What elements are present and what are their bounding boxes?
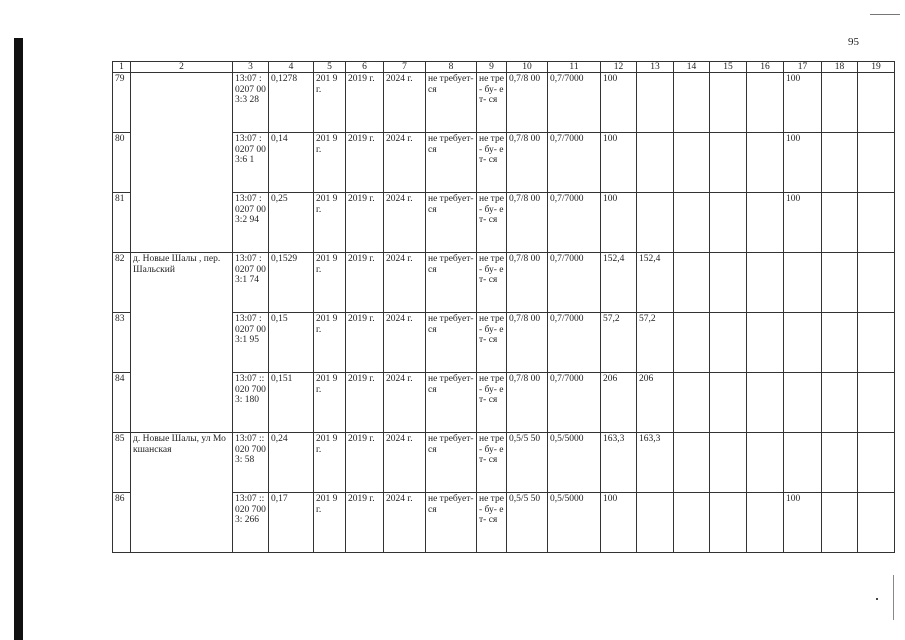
empty-col18 bbox=[822, 433, 858, 493]
empty-col16 bbox=[747, 73, 784, 133]
requirement-col8: не требует- ся bbox=[426, 373, 477, 433]
value-col10: 0,7/8 00 bbox=[507, 193, 548, 253]
value-col17 bbox=[784, 433, 822, 493]
value-col13: 163,3 bbox=[637, 433, 674, 493]
address-cell: д. Новые Шалы , пер. Шальский bbox=[131, 253, 233, 433]
requirement-col8: не требует- ся bbox=[426, 133, 477, 193]
scan-mark-right bbox=[893, 575, 894, 620]
cadastral-number: 13:07 :0207 003:3 28 bbox=[233, 73, 269, 133]
area: 0,1278 bbox=[269, 73, 314, 133]
value-col10: 0,7/8 00 bbox=[507, 73, 548, 133]
scan-mark-top bbox=[870, 14, 900, 15]
value-col10: 0,5/5 50 bbox=[507, 433, 548, 493]
year-col5: 201 9 г. bbox=[314, 493, 346, 553]
value-col12: 152,4 bbox=[601, 253, 637, 313]
requirement-col9: не тре- бу- ет- ся bbox=[477, 253, 507, 313]
empty-col19 bbox=[858, 133, 895, 193]
table-row bbox=[113, 73, 895, 133]
empty-col14 bbox=[674, 373, 710, 433]
requirement-col9: не тре- бу- ет- ся bbox=[477, 133, 507, 193]
value-col11: 0,7/7000 bbox=[548, 253, 601, 313]
year-col7: 2024 г. bbox=[384, 433, 426, 493]
requirement-col9: не тре- бу- ет- ся bbox=[477, 493, 507, 553]
empty-col16 bbox=[747, 193, 784, 253]
cadastral-number: 13:07 ::020 7003: 180 bbox=[233, 373, 269, 433]
empty-col14 bbox=[674, 133, 710, 193]
value-col11: 0,5/5000 bbox=[548, 493, 601, 553]
value-col13: 206 bbox=[637, 373, 674, 433]
year-col6: 2019 г. bbox=[346, 73, 384, 133]
requirement-col9: не тре- бу- ет- ся bbox=[477, 433, 507, 493]
value-col17: 100 bbox=[784, 493, 822, 553]
col-header: 17 bbox=[784, 62, 822, 73]
empty-col18 bbox=[822, 73, 858, 133]
row-number: 83 bbox=[113, 313, 131, 373]
year-col5: 201 9 г. bbox=[314, 73, 346, 133]
scan-dot bbox=[876, 598, 878, 600]
empty-col16 bbox=[747, 373, 784, 433]
year-col6: 2019 г. bbox=[346, 313, 384, 373]
value-col10: 0,5/5 50 bbox=[507, 493, 548, 553]
value-col13 bbox=[637, 193, 674, 253]
value-col12: 100 bbox=[601, 73, 637, 133]
empty-col15 bbox=[710, 433, 747, 493]
cadastral-number: 13:07 ::020 7003: 266 bbox=[233, 493, 269, 553]
value-col17 bbox=[784, 373, 822, 433]
address-cell bbox=[131, 73, 233, 253]
value-col12: 100 bbox=[601, 193, 637, 253]
value-col12: 100 bbox=[601, 493, 637, 553]
col-header: 13 bbox=[637, 62, 674, 73]
value-col11: 0,7/7000 bbox=[548, 313, 601, 373]
area: 0,17 bbox=[269, 493, 314, 553]
col-header: 2 bbox=[131, 62, 233, 73]
value-col13: 57,2 bbox=[637, 313, 674, 373]
col-header: 8 bbox=[426, 62, 477, 73]
col-header: 19 bbox=[858, 62, 895, 73]
col-header: 7 bbox=[384, 62, 426, 73]
empty-col16 bbox=[747, 253, 784, 313]
requirement-col8: не требует- ся bbox=[426, 73, 477, 133]
col-header: 14 bbox=[674, 62, 710, 73]
value-col11: 0,7/7000 bbox=[548, 133, 601, 193]
empty-col19 bbox=[858, 193, 895, 253]
empty-col18 bbox=[822, 313, 858, 373]
year-col6: 2019 г. bbox=[346, 193, 384, 253]
empty-col15 bbox=[710, 253, 747, 313]
scan-dark-edge bbox=[14, 38, 23, 640]
value-col13 bbox=[637, 493, 674, 553]
value-col11: 0,5/5000 bbox=[548, 433, 601, 493]
year-col7: 2024 г. bbox=[384, 253, 426, 313]
year-col6: 2019 г. bbox=[346, 493, 384, 553]
area: 0,15 bbox=[269, 313, 314, 373]
col-header: 9 bbox=[477, 62, 507, 73]
requirement-col9: не тре- бу- ет- ся bbox=[477, 373, 507, 433]
row-number: 85 bbox=[113, 433, 131, 493]
empty-col18 bbox=[822, 493, 858, 553]
area: 0,24 bbox=[269, 433, 314, 493]
cadastral-number: 13:07 :0207 003:1 74 bbox=[233, 253, 269, 313]
col-header: 12 bbox=[601, 62, 637, 73]
row-number: 86 bbox=[113, 493, 131, 553]
row-number: 80 bbox=[113, 133, 131, 193]
requirement-col8: не требует- ся bbox=[426, 493, 477, 553]
empty-col19 bbox=[858, 433, 895, 493]
value-col11: 0,7/7000 bbox=[548, 73, 601, 133]
cadastral-number: 13:07 :0207 003:6 1 bbox=[233, 133, 269, 193]
value-col10: 0,7/8 00 bbox=[507, 253, 548, 313]
requirement-col8: не требует- ся bbox=[426, 193, 477, 253]
col-header: 11 bbox=[548, 62, 601, 73]
empty-col19 bbox=[858, 253, 895, 313]
area: 0,14 bbox=[269, 133, 314, 193]
requirement-col8: не требует- ся bbox=[426, 433, 477, 493]
value-col12: 206 bbox=[601, 373, 637, 433]
col-header: 10 bbox=[507, 62, 548, 73]
col-header: 4 bbox=[269, 62, 314, 73]
year-col7: 2024 г. bbox=[384, 193, 426, 253]
col-header: 1 bbox=[113, 62, 131, 73]
value-col13 bbox=[637, 133, 674, 193]
year-col7: 2024 г. bbox=[384, 373, 426, 433]
empty-col14 bbox=[674, 433, 710, 493]
address-cell: д. Новые Шалы, ул Мокшанская bbox=[131, 433, 233, 553]
year-col6: 2019 г. bbox=[346, 373, 384, 433]
empty-col15 bbox=[710, 313, 747, 373]
empty-col19 bbox=[858, 493, 895, 553]
value-col17: 100 bbox=[784, 133, 822, 193]
table-row bbox=[113, 253, 895, 313]
area: 0,1529 bbox=[269, 253, 314, 313]
empty-col16 bbox=[747, 313, 784, 373]
year-col7: 2024 г. bbox=[384, 313, 426, 373]
empty-col19 bbox=[858, 313, 895, 373]
year-col6: 2019 г. bbox=[346, 253, 384, 313]
year-col6: 2019 г. bbox=[346, 433, 384, 493]
year-col7: 2024 г. bbox=[384, 133, 426, 193]
row-number: 81 bbox=[113, 193, 131, 253]
requirement-col9: не тре- бу- ет- ся bbox=[477, 193, 507, 253]
value-col10: 0,7/8 00 bbox=[507, 133, 548, 193]
empty-col18 bbox=[822, 373, 858, 433]
value-col10: 0,7/8 00 bbox=[507, 313, 548, 373]
cadastral-number: 13:07 :0207 003:2 94 bbox=[233, 193, 269, 253]
col-header: 18 bbox=[822, 62, 858, 73]
table-row bbox=[113, 433, 895, 493]
land-plot-table bbox=[112, 61, 895, 553]
value-col10: 0,7/8 00 bbox=[507, 373, 548, 433]
year-col5: 201 9 г. bbox=[314, 133, 346, 193]
empty-col19 bbox=[858, 73, 895, 133]
cadastral-number: 13:07 ::020 7003: 58 bbox=[233, 433, 269, 493]
empty-col19 bbox=[858, 373, 895, 433]
cadastral-number: 13:07 :0207 003:1 95 bbox=[233, 313, 269, 373]
value-col11: 0,7/7000 bbox=[548, 193, 601, 253]
year-col6: 2019 г. bbox=[346, 133, 384, 193]
empty-col16 bbox=[747, 433, 784, 493]
empty-col14 bbox=[674, 253, 710, 313]
value-col13: 152,4 bbox=[637, 253, 674, 313]
empty-col14 bbox=[674, 493, 710, 553]
empty-col18 bbox=[822, 193, 858, 253]
value-col17 bbox=[784, 313, 822, 373]
col-header: 3 bbox=[233, 62, 269, 73]
column-number-row bbox=[113, 62, 895, 73]
requirement-col9: не тре- бу- ет- ся bbox=[477, 313, 507, 373]
page-number: 95 bbox=[848, 36, 859, 48]
empty-col15 bbox=[710, 373, 747, 433]
col-header: 16 bbox=[747, 62, 784, 73]
empty-col14 bbox=[674, 73, 710, 133]
year-col5: 201 9 г. bbox=[314, 313, 346, 373]
year-col7: 2024 г. bbox=[384, 73, 426, 133]
value-col17: 100 bbox=[784, 193, 822, 253]
empty-col15 bbox=[710, 133, 747, 193]
empty-col16 bbox=[747, 133, 784, 193]
year-col5: 201 9 г. bbox=[314, 373, 346, 433]
area: 0,25 bbox=[269, 193, 314, 253]
year-col5: 201 9 г. bbox=[314, 193, 346, 253]
empty-col14 bbox=[674, 313, 710, 373]
row-number: 79 bbox=[113, 73, 131, 133]
col-header: 15 bbox=[710, 62, 747, 73]
empty-col14 bbox=[674, 193, 710, 253]
value-col17 bbox=[784, 253, 822, 313]
area: 0,151 bbox=[269, 373, 314, 433]
row-number: 82 bbox=[113, 253, 131, 313]
col-header: 6 bbox=[346, 62, 384, 73]
value-col13 bbox=[637, 73, 674, 133]
empty-col18 bbox=[822, 253, 858, 313]
requirement-col9: не тре- бу- ет- ся bbox=[477, 73, 507, 133]
value-col17: 100 bbox=[784, 73, 822, 133]
empty-col15 bbox=[710, 193, 747, 253]
col-header: 5 bbox=[314, 62, 346, 73]
value-col11: 0,7/7000 bbox=[548, 373, 601, 433]
empty-col15 bbox=[710, 73, 747, 133]
value-col12: 100 bbox=[601, 133, 637, 193]
year-col7: 2024 г. bbox=[384, 493, 426, 553]
value-col12: 163,3 bbox=[601, 433, 637, 493]
empty-col18 bbox=[822, 133, 858, 193]
requirement-col8: не требует- ся bbox=[426, 313, 477, 373]
requirement-col8: не требует- ся bbox=[426, 253, 477, 313]
empty-col16 bbox=[747, 493, 784, 553]
row-number: 84 bbox=[113, 373, 131, 433]
year-col5: 201 9 г. bbox=[314, 433, 346, 493]
empty-col15 bbox=[710, 493, 747, 553]
value-col12: 57,2 bbox=[601, 313, 637, 373]
year-col5: 201 9 г. bbox=[314, 253, 346, 313]
